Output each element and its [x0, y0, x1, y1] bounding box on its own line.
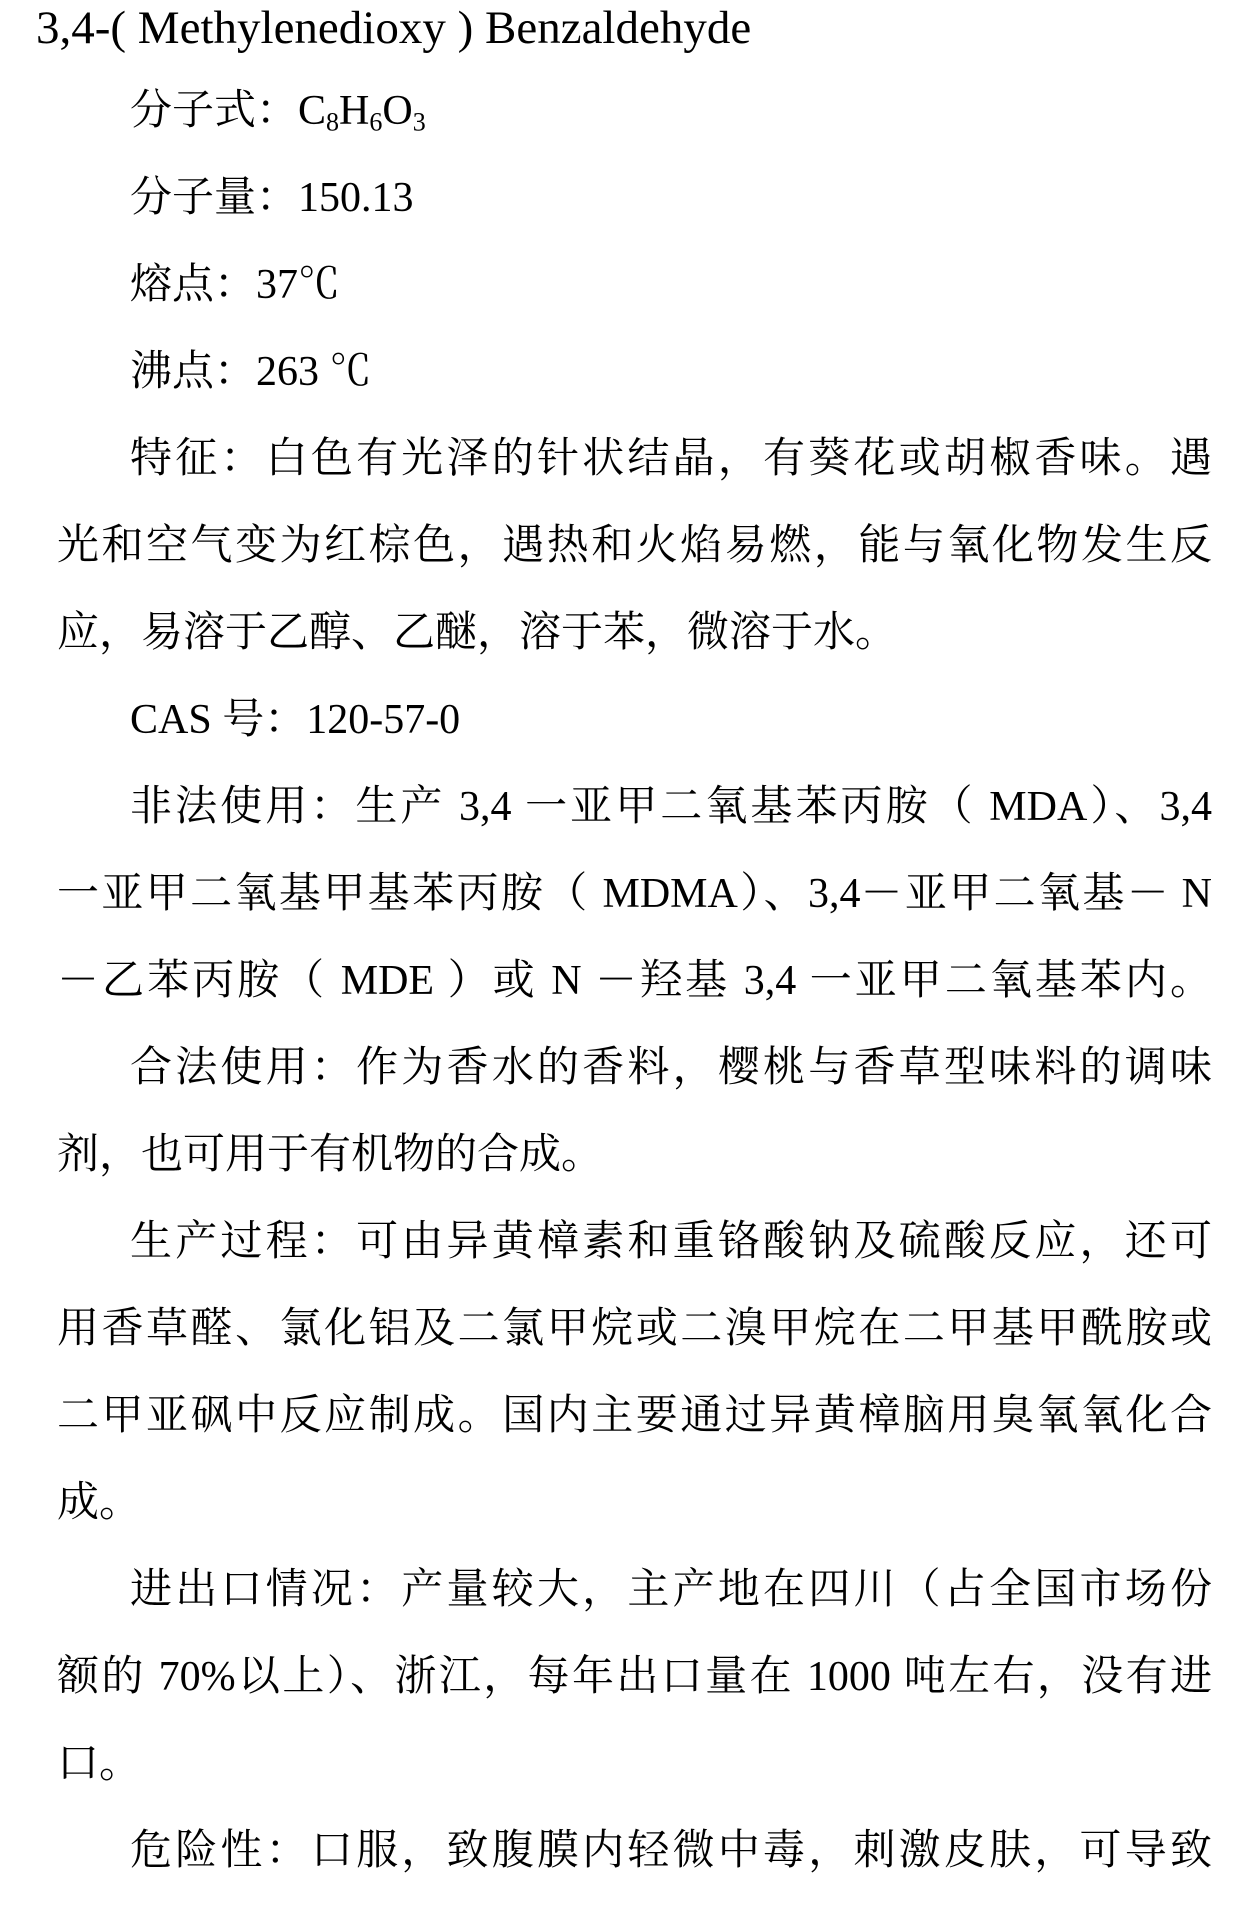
element-symbol: H — [339, 88, 370, 134]
element-subscript: 6 — [369, 107, 383, 137]
document-line: 额的 70%以上）、浙江，每年出口量在 1000 吨左右，没有进 — [57, 1654, 1212, 1700]
element-symbol: C — [298, 88, 327, 134]
document-line: 一亚甲二氧基甲基苯丙胺（ MDMA）、3,4－亚甲二氧基－ N — [57, 871, 1212, 917]
document-line: －乙苯丙胺（ MDE ）或 N －羟基 3,4 一亚甲二氧基苯内。 — [57, 958, 1212, 1004]
document-line: 口。 — [57, 1741, 142, 1787]
molecular-formula-line — [130, 88, 1212, 175]
document-line: 合法使用：作为香水的香料，樱桃与香草型味料的调味 — [130, 1045, 1212, 1091]
document-line: 剂，也可用于有机物的合成。 — [57, 1132, 604, 1178]
document-line: 应，易溶于乙醇、乙醚，溶于苯，微溶于水。 — [57, 610, 898, 656]
element-symbol: O — [382, 88, 413, 134]
page-title: 3,4-( Methylenedioxy ) Benzaldehyde — [36, 2, 752, 54]
document-line: 用香草醛、氯化铝及二氯甲烷或二溴甲烷在二甲基甲酰胺或 — [57, 1306, 1212, 1352]
document-line: 成。 — [57, 1480, 142, 1526]
document-line: 分子量：150.13 — [130, 175, 414, 221]
document-line: 特征：白色有光泽的针状结晶，有葵花或胡椒香味。遇 — [130, 436, 1212, 482]
document-line: 沸点：263 ℃ — [130, 349, 372, 395]
document-line: CAS 号：120-57-0 — [130, 697, 461, 743]
document-line: 进出口情况：产量较大，主产地在四川（占全国市场份 — [130, 1567, 1212, 1613]
document-line: 危险性：口服，致腹膜内轻微中毒，刺激皮肤，可导致 — [130, 1828, 1212, 1874]
document-line: 光和空气变为红棕色，遇热和火焰易燃，能与氧化物发生反 — [57, 523, 1212, 569]
document-line: 非法使用：生产 3,4 一亚甲二氧基苯丙胺（ MDA）、3,4 — [130, 784, 1212, 830]
document-line: 熔点：37℃ — [130, 262, 341, 308]
element-subscript: 8 — [326, 107, 340, 137]
formula-label: 分子式： — [130, 88, 299, 134]
document-line: 生产过程：可由异黄樟素和重铬酸钠及硫酸反应，还可 — [130, 1219, 1212, 1265]
element-subscript: 3 — [412, 107, 426, 137]
document-line: 二甲亚砜中反应制成。国内主要通过异黄樟脑用臭氧氧化合 — [57, 1393, 1212, 1439]
